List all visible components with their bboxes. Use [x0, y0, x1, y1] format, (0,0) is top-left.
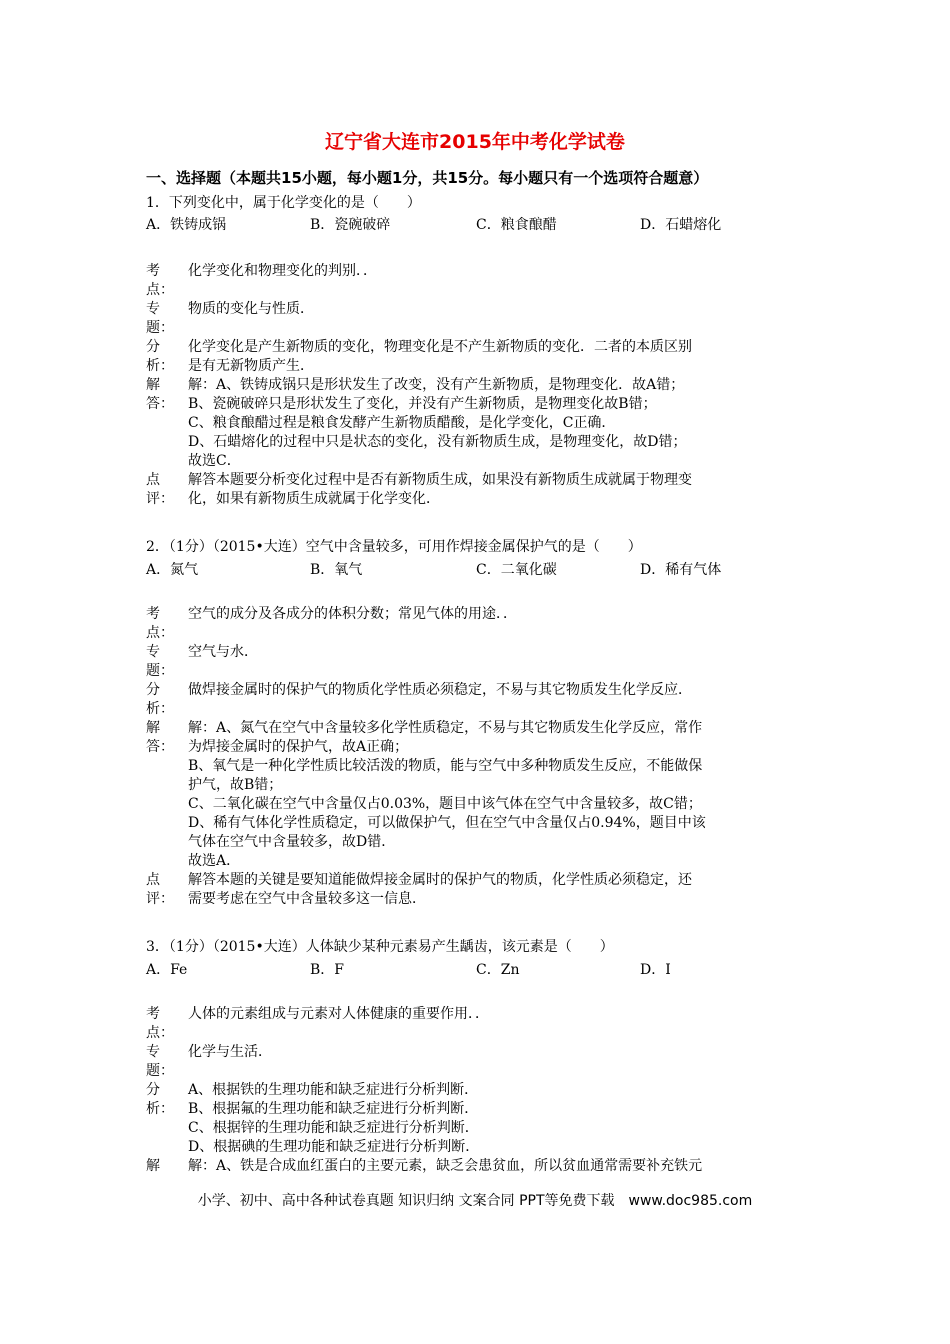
page-title: 辽宁省大连市2015年中考化学试卷: [325, 131, 625, 153]
row-line: 解：A、氮气在空气中含量较多化学性质稳定，不易与其它物质发生化学反应，常作: [188, 720, 703, 736]
row-line: 是有无新物质产生．: [188, 358, 314, 374]
option-a: A．Fe: [146, 962, 188, 978]
row-line: 空气与水．: [188, 644, 258, 660]
row-line: 解：A、铁铸成锅只是形状发生了改变，没有产生新物质，是物理变化．故A错；: [188, 377, 685, 393]
question-2-stem: 2．（1分）（2015•大连）空气中含量较多，可用作焊接金属保护气的是（ ）: [146, 539, 642, 555]
question-3-stem: 3．（1分）（2015•大连）人体缺少某种元素易产生龋齿，该元素是（ ）: [146, 939, 614, 955]
row-line: A、根据铁的生理功能和缺乏症进行分析判断．: [188, 1082, 479, 1098]
row-line: 解答本题的关键是要知道能做焊接金属时的保护气的物质，化学性质必须稳定，还: [188, 872, 692, 888]
row-line: B、瓷碗破碎只是形状发生了变化，并没有产生新物质，是物理变化故B错；: [188, 396, 657, 412]
row-label: 分 析：: [146, 339, 174, 374]
option-c: C．二氧化碳: [476, 562, 557, 578]
question-1-options: [146, 215, 806, 235]
option-a: A．铁铸成锅: [146, 217, 227, 233]
row-line: B、氧气是一种化学性质比较活泼的物质，能与空气中多种物质发生反应，不能做保: [188, 758, 703, 774]
row-line: D、石蜡熔化的过程中只是状态的变化，没有新物质生成，是物理变化，故D错；: [188, 434, 687, 450]
option-c: C．Zn: [476, 962, 520, 978]
row-line: 人体的元素组成与元素对人体健康的重要作用．．: [188, 1006, 489, 1022]
row-line: 气体在空气中含量较多，故D错．: [188, 834, 396, 850]
row-label: 专 题：: [146, 1044, 174, 1079]
option-c: C．粮食酿醋: [476, 217, 557, 233]
row-line: 化学变化和物理变化的判别．．: [188, 263, 377, 279]
row-label: 分 析：: [146, 682, 174, 717]
row-label: 点 评：: [146, 472, 174, 507]
row-line: 故选A．: [188, 853, 241, 869]
row-line: 为焊接金属时的保护气，故A正确；: [188, 739, 409, 755]
row-label: 专 题：: [146, 301, 174, 336]
row-line: B、根据氟的生理功能和缺乏症进行分析判断．: [188, 1101, 479, 1117]
row-label: 考 点：: [146, 263, 174, 298]
option-b: B．氧气: [310, 562, 363, 578]
row-line: 解答本题要分析变化过程中是否有新物质生成，如果没有新物质生成就属于物理变: [188, 472, 692, 488]
option-b: B．F: [310, 962, 345, 978]
row-line: 需要考虑在空气中含量较多这一信息．: [188, 891, 426, 907]
row-line: 化学变化是产生新物质的变化，物理变化是不产生新物质的变化．二者的本质区别: [188, 339, 692, 355]
row-line: C、粮食酿醋过程是粮食发酵产生新物质醋酸，是化学变化，C正确．: [188, 415, 616, 431]
question-1-stem: 1．下列变化中，属于化学变化的是（ ）: [146, 195, 421, 211]
row-line: 做焊接金属时的保护气的物质化学性质必须稳定，不易与其它物质发生化学反应．: [188, 682, 692, 698]
row-line: 化，如果有新物质生成就属于化学变化．: [188, 491, 440, 507]
row-label: 专 题：: [146, 644, 174, 679]
row-line: 物质的变化与性质．: [188, 301, 314, 317]
row-line: 护气，故B错；: [188, 777, 283, 793]
row-line: D、根据碘的生理功能和缺乏症进行分析判断．: [188, 1139, 480, 1155]
row-line: 解：A、铁是合成血红蛋白的主要元素，缺乏会患贫血，所以贫血通常需要补充铁元: [188, 1158, 703, 1174]
question-3-options: [146, 960, 806, 980]
option-b: B．瓷碗破碎: [310, 217, 391, 233]
row-line: D、稀有气体化学性质稳定，可以做保护气，但在空气中含量仅占0.94%，题目中该: [188, 815, 706, 831]
row-label: 分 析：: [146, 1082, 174, 1117]
row-label: 点 评：: [146, 872, 174, 907]
option-d: D．稀有气体: [640, 562, 722, 578]
row-label: 解 答：: [146, 377, 174, 412]
question-2-options: [146, 560, 806, 580]
option-d: D．I: [640, 962, 671, 978]
row-line: 化学与生活．: [188, 1044, 272, 1060]
row-label: 解 答：: [146, 720, 174, 755]
row-line: C、根据锌的生理功能和缺乏症进行分析判断．: [188, 1120, 479, 1136]
row-label: 考 点：: [146, 606, 174, 641]
section-heading: 一、选择题（本题共15小题，每小题1分，共15分。每小题只有一个选项符合题意）: [146, 169, 709, 187]
row-label: 考 点：: [146, 1006, 174, 1041]
row-line: 故选C．: [188, 453, 241, 469]
row-label: 解: [146, 1158, 160, 1174]
option-d: D．石蜡熔化: [640, 217, 722, 233]
row-line: C、二氧化碳在空气中含量仅占0.03%，题目中该气体在空气中含量较多，故C错；: [188, 796, 702, 812]
row-line: 空气的成分及各成分的体积分数；常见气体的用途．．: [188, 606, 517, 622]
option-a: A．氮气: [146, 562, 199, 578]
page-footer: 小学、初中、高中各种试卷真题 知识归纳 文案合同 PPT等免费下载 www.doc985.com: [197, 1193, 753, 1209]
